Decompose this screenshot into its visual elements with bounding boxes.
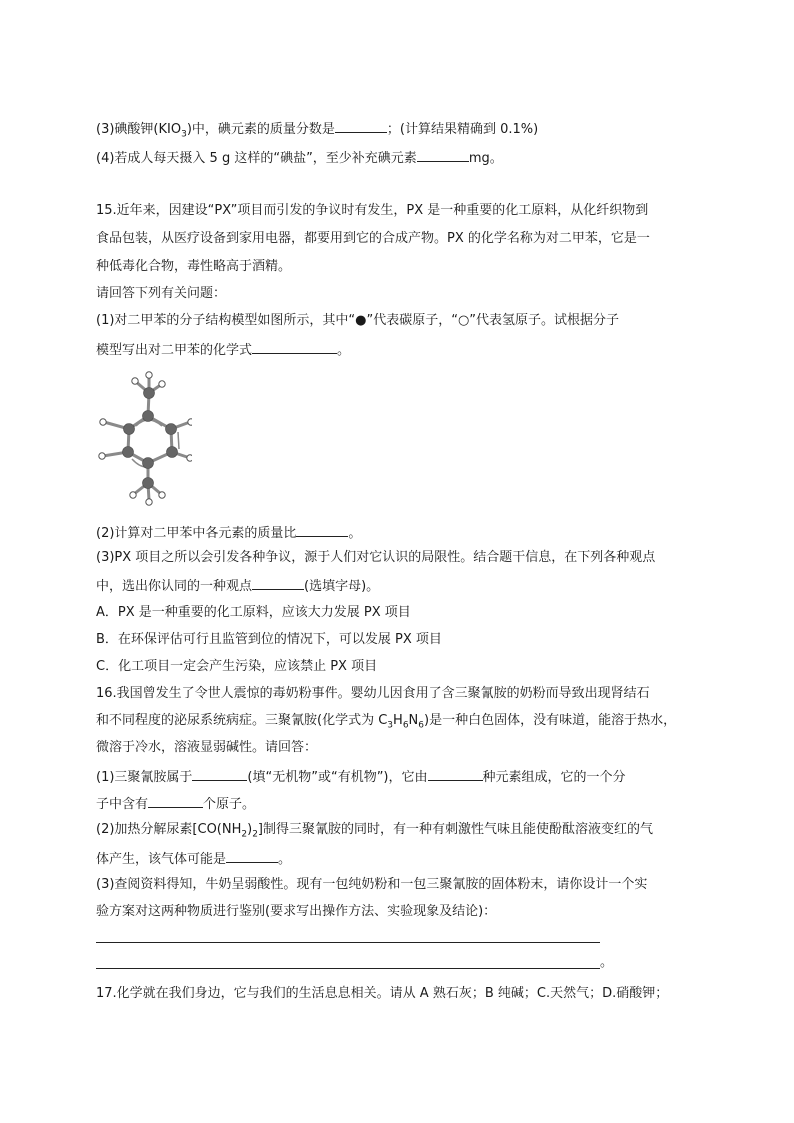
answer-blank[interactable] [226, 848, 278, 863]
answer-blank[interactable] [252, 339, 337, 354]
q15-part3-line-1: (3)PX 项目之所以会引发各种争议，源于人们对它认识的局限性。结合题干信息，在下列各种观点 [96, 550, 656, 565]
answer-blank[interactable] [335, 118, 387, 133]
q15-option-c: C．化工项目一定会产生污染，应该禁止 PX 项目 [96, 659, 378, 674]
answer-blank[interactable] [192, 766, 247, 781]
answer-blank[interactable] [428, 766, 483, 781]
q15-part1-line-2: 模型写出对二甲苯的化学式 。 [96, 339, 350, 361]
answer-blank[interactable] [296, 522, 348, 537]
q16-part3-line-1: (3)查阅资料得知，牛奶呈弱酸性。现有一包纯奶粉和一包三聚氰胺的固体粉末，请你设计一个实 [96, 877, 648, 892]
q16-part2-line-1: (2)加热分解尿素$[CO(NH_2)_2]$制得三聚氰胺的同时，有一种有刺激性气味且能使酚酞溶液变红的气 [96, 822, 653, 840]
q16-intro-line-2: 和不同程度的泌尿系统病症。三聚氰胺(化学式为 $C_3H_6N_6$)是一种白色固体，没有味道，能溶于热水， [96, 713, 677, 731]
q15-part2: (2)计算对二甲苯中各元素的质量比 。 [96, 522, 361, 544]
q16-part3-line-2: 验方案对这两种物质进行鉴别(要求写出操作方法、实验现象及结论)： [96, 904, 497, 919]
q17-intro-line-1: 17.化学就在我们身边，它与我们的生活息息相关。请从 A 熟石灰；B 纯碱；C.天然气；D.硝酸钾； [96, 986, 669, 1001]
q15-option-a: A．PX 是一种重要的化工原料，应该大力发展 PX 项目 [96, 605, 411, 620]
q16-part1-line-2: 子中含有 个原子。 [96, 793, 255, 815]
q16-intro-line-1: 16.我国曾发生了令世人震惊的毒奶粉事件。婴幼儿因食用了含三聚氰胺的奶粉而导致出现肾结石 [96, 686, 650, 701]
q15-intro-line-3: 种低毒化合物，毒性略高于酒精。 [96, 259, 292, 274]
q14-part4: (4)若成人每天摄入 5 g 这样的“碘盐”，至少补充碘元素 mg。 [96, 147, 503, 169]
answer-blank[interactable] [252, 575, 304, 590]
q15-intro-line-2: 食品包装，从医疗设备到家用电器，都要用到它的合成产物。PX 的化学名称为对二甲苯，它是一 [96, 231, 650, 246]
answer-line-end-mark: 。 [600, 955, 614, 970]
q15-part3-line-2: 中，选出你认同的一种观点 (选填字母)。 [96, 575, 379, 597]
q15-part1-line-1: (1)对二甲苯的分子结构模型如图所示，其中“●”代表碳原子，“○”代表氢原子。试根据分子 [96, 313, 620, 328]
p-xylene-molecule-model [92, 366, 192, 511]
q15-intro-line-1: 15.近年来，因建设“PX”项目而引发的争议时有发生，PX 是一种重要的化工原料，从化纤织物到 [96, 203, 649, 218]
answer-blank[interactable] [148, 793, 203, 808]
answer-blank[interactable] [417, 147, 469, 162]
q15-prompt: 请回答下列有关问题： [96, 286, 227, 301]
q14-part3: (3)碘酸钾$(KIO_3)$中，碘元素的质量分数是 ；(计算结果精确到 0.1%) [96, 118, 538, 145]
q15-option-b: B．在环保评估可行且监管到位的情况下，可以发展 PX 项目 [96, 632, 442, 647]
q16-intro-line-3: 微溶于冷水，溶液显弱碱性。请回答： [96, 740, 318, 755]
answer-line-1[interactable] [96, 942, 600, 943]
answer-line-2[interactable] [96, 968, 600, 969]
q16-part1-line-1: (1)三聚氰胺属于 (填“无机物”或“有机物”)，它由 种元素组成，它的一个分 [96, 766, 626, 788]
q16-part2-line-2: 体产生，该气体可能是 。 [96, 848, 291, 870]
